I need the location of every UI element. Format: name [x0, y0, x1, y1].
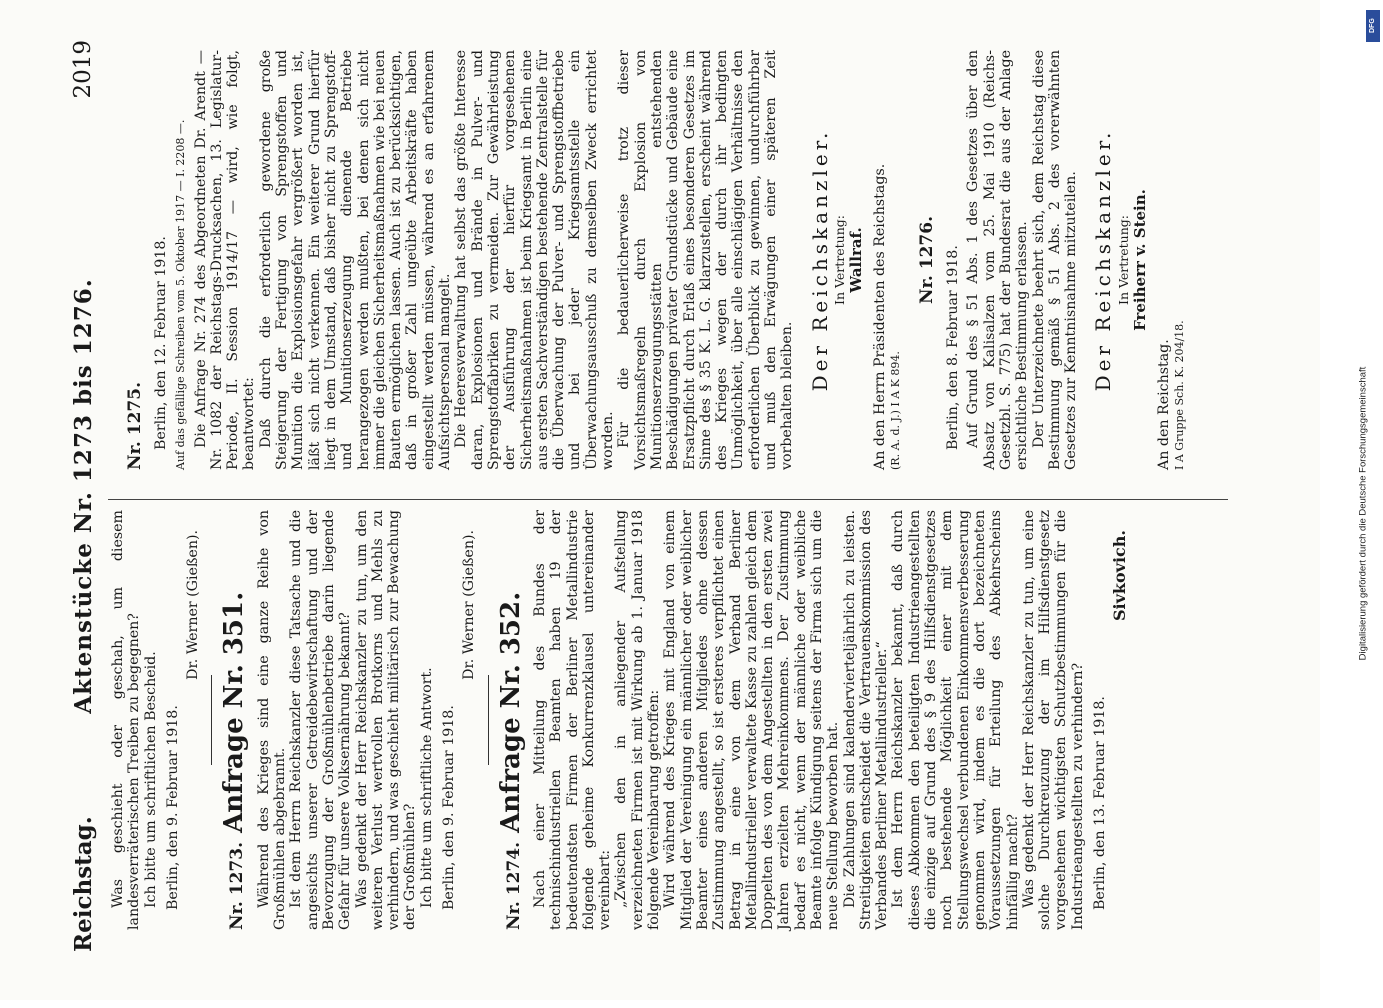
file-reference: I A Gruppe Sch. K. 204/18. — [1172, 320, 1186, 470]
reference-line: Auf das gefällige Schreiben vom 5. Oktober 1917 — I. 2208 —. — [173, 119, 187, 470]
body-paragraph: Was gedenkt der Herr Reichskanzler zu tun, um den weiteren Verlust wertvollen Brotkorns und Mehls zu verhindern, und was geschieht militärisch zur Bewachung der Großmühlen? — [353, 510, 419, 930]
addressee: An den Reichstag. — [1156, 339, 1173, 470]
body-paragraph: Ich bitte um schriftliche Antwort. — [418, 667, 435, 908]
body-paragraph: Auf Grund des § 51 Abs. 1 des Gesetzes über den Absatz von Kalisalzen vom 25. Mai 1910 (Reichs-Gesetzbl. S. 775) hat der Bundesrat die aus der Anlage ersichtliche Bestimmung erlassen. — [965, 50, 1031, 470]
body-paragraph: Die Heeresverwaltung hat selbst das größte Interesse daran, Explosionen und Brände in Pulver- und Sprengstoffabriken zu vermeiden. Zur Gewährleistung der Ausführung der hierfür vorgesehenen Sicherheitsmaßnahmen ist beim Kriegsamt in Berlin eine aus ersten Sachverständigen bestehende Zentralstelle für die Überwachung der Pulver- und Sprengstoffbetriebe und bei jeder Kriegsamtsstelle ein Überwachungsausschuß zu demselben Zweck errichtet worden. — [453, 50, 617, 470]
body-paragraph: Nach einer Mitteilung des Bundes der technischindustriellen Beamten haben 19 der bedeutendsten Firmen der Berliner Metallindustrie folgende geheime Konkurrenzklausel untereinander vereinbart: — [531, 510, 614, 930]
lead-paragraph: Die Anfrage Nr. 274 des Abgeordneten Dr. Arendt — Nr. 1082 der Reichstags-Drucksachen, 13. Legislatur-Periode, II. Session 1914/17 — wird, wie folgt, beantwortet: — [192, 50, 258, 470]
funding-note — [1357, 8, 1377, 1008]
page-number: 2019 — [70, 40, 96, 99]
page-header — [70, 40, 100, 952]
header-left: Reichstag. — [70, 816, 97, 952]
doc-title: Anfrage Nr. 352. — [495, 591, 526, 833]
left-column — [110, 510, 1134, 930]
representation-label: In Vertretung: — [831, 215, 847, 305]
column-divider — [108, 499, 1228, 500]
body-paragraph: Der Unterzeichnete beehrt sich, dem Reichstag diese Bestimmung gemäß § 51 Abs. 2 des vorerwähnten Gesetzes zur Kenntnisnahme mitzuteilen. — [1030, 50, 1080, 470]
date-line: Berlin, den 9. Februar 1918. — [441, 705, 458, 910]
doc-title: Anfrage Nr. 351. — [219, 591, 250, 833]
body-paragraph: Daß durch die erforderlich gewordene große Steigerung der Fertigung von Sprengstoffen und Munition die Explosionsgefahr vergrößert worden ist, läßt sich nicht verkennen. Ein weiterer Grund hierfür liegt in dem Umstand, daß bisher nicht zu Sprengstoff- und Munitionserzeugung dienende Betriebe herangezogen werden mußten, bei denen sich nicht immer die gleichen Sicherheitsmaßnahmen wie bei neuen Bauten ermöglichen lassen. Auch ist zu berücksichtigen, daß in großer Zahl ungeübte Arbeitskräfte haben eingestellt werden müssen, während es an erfahrenem Aufsichtspersonal mangelt. — [257, 50, 454, 470]
signatory-name: Wallraf. — [847, 227, 866, 293]
dfg-logo: DFG — [1366, 10, 1380, 42]
separator — [211, 675, 212, 765]
body-paragraph: Ist dem Herrn Reichskanzler diese Tatsache und die angesichts unserer Getreidebewirtschaftung und der Bevorzugung der Großmühlenbetriebe darin liegende Gefahr für unsere Volksernährung bekannt? — [288, 510, 354, 930]
signature: Dr. Werner (Gießen). — [185, 530, 202, 680]
body-paragraph: Wird während des Krieges mit England von einem Mitglied der Vereinigung ein männlicher oder weiblicher Beamter eines anderen Mitgliedes ohne dessen Zustimmung angestellt, so ist ersteres verpflichtet einen Betrag in eine von dem Verband Berliner Metallindustrieller verwaltete Kasse zu zahlen gleich dem Doppelten des von dem Angestellten in den ersten zwei Jahren erzielten Mehreinkommens. Der Zustimmung bedarf es nicht, wenn der männliche oder weibliche Beamte infolge Kündigung seitens der Firma sich um die neue Stellung beworben hat. — [662, 510, 842, 930]
date-line: Berlin, den 13. Februar 1918. — [1092, 696, 1109, 910]
body-paragraph: „Zwischen den in anliegender Aufstellung verzeichneten Firmen ist mit Wirkung ab 1. Januar 1918 folgende Vereinbarung getroffen: — [613, 510, 663, 930]
doc-number: Nr. 1273. — [227, 841, 248, 930]
doc-number: Nr. 1275. — [125, 381, 145, 470]
signature — [1112, 530, 1129, 930]
signatory-title: Der Reichskanzler. — [1091, 128, 1116, 392]
signature-name: Sivkovich. — [1110, 530, 1130, 622]
signature: Dr. Werner (Gießen). — [461, 530, 478, 680]
body-paragraph: Was gedenkt der Herr Reichskanzler zu tun, um eine solche Durchkreuzung der im Hilfsdienstgesetz vorgesehenen wichtigsten Schutzbestimmungen für die Industrieangestellten zu verhindern? — [1020, 510, 1086, 930]
doc-number: Nr. 1276. — [916, 216, 937, 305]
signatory-name: Freiherr v. Stein. — [1131, 189, 1150, 331]
intro-paragraph: Ich bitte um schriftlichen Bescheid. — [142, 651, 159, 908]
document-heading-1275 — [124, 50, 143, 470]
right-column — [110, 50, 1186, 470]
date-line: Berlin, den 9. Februar 1918. — [164, 705, 181, 910]
file-reference: (R. A. d. J.) I A K 894. — [888, 351, 902, 470]
document-heading-1274 — [495, 510, 526, 930]
addressee: An den Herrn Präsidenten des Reichstags. — [872, 163, 889, 470]
intro-paragraph: Was geschieht oder geschah, um diesem landesverräterischen Treiben zu begegnen? — [110, 510, 143, 930]
document-heading-1276 — [916, 50, 935, 470]
date-line: Berlin, den 12. Februar 1918. — [153, 236, 170, 450]
date-line: Berlin, den 8. Februar 1918. — [945, 245, 962, 450]
separator — [488, 675, 489, 765]
body-paragraph: Die Zahlungen sind kalendervierteljährlich zu leisten. Streitigkeiten entscheidet die Vertrauenskommission des Verbandes Berliner Metallindustrieller.“ — [841, 510, 891, 930]
body-paragraph: Während des Krieges sind eine ganze Reihe von Großmühlen abgebrannt. — [255, 510, 289, 930]
doc-number: Nr. 1274. — [503, 841, 524, 930]
body-paragraph: Für die bedauerlicherweise trotz dieser Vorsichtsmaßregeln durch Explosion von Munitionserzeugungsstätten entstehenden Beschädigungen privater Grundstücke und Gebäude eine Ersatzpflicht durch Erlaß eines besonderen Gesetzes im Sinne des § 35 K. L. G. klarzustellen, erscheint während des Krieges wegen der durch ihr bedingten Unmöglichkeit, über alle einschlägigen Verhältnisse den erforderlichen Überblick zu gewinnen, undurchführbar und muß den Erwägungen einer späteren Zeit vorbehalten bleiben. — [616, 50, 796, 470]
document-heading-1273 — [219, 510, 250, 930]
body-paragraph: Ist dem Herrn Reichskanzler bekannt, daß durch dieses Abkommen den beteiligten Industrieangestellten die einzige auf Grund des § 9 des Hilfsdienstgesetzes noch bestehende Möglichkeit einer mit dem Stellungswechsel verbundenen Einkommensverbesserung genommen wird, indem es die dort bezeichneten Voraussetzungen für Erteilung des Abkehrscheins hinfällig macht? — [890, 510, 1021, 930]
representation-label: In Vertretung: — [1115, 215, 1131, 305]
header-title: Aktenstücke Nr. 1273 bis 1276. — [70, 278, 97, 714]
funding-note-text: Digitalisierung gefördert durch die Deutsche Forschungsgemeinschaft — [1357, 366, 1369, 661]
signatory-title: Der Reichskanzler. — [807, 128, 832, 392]
